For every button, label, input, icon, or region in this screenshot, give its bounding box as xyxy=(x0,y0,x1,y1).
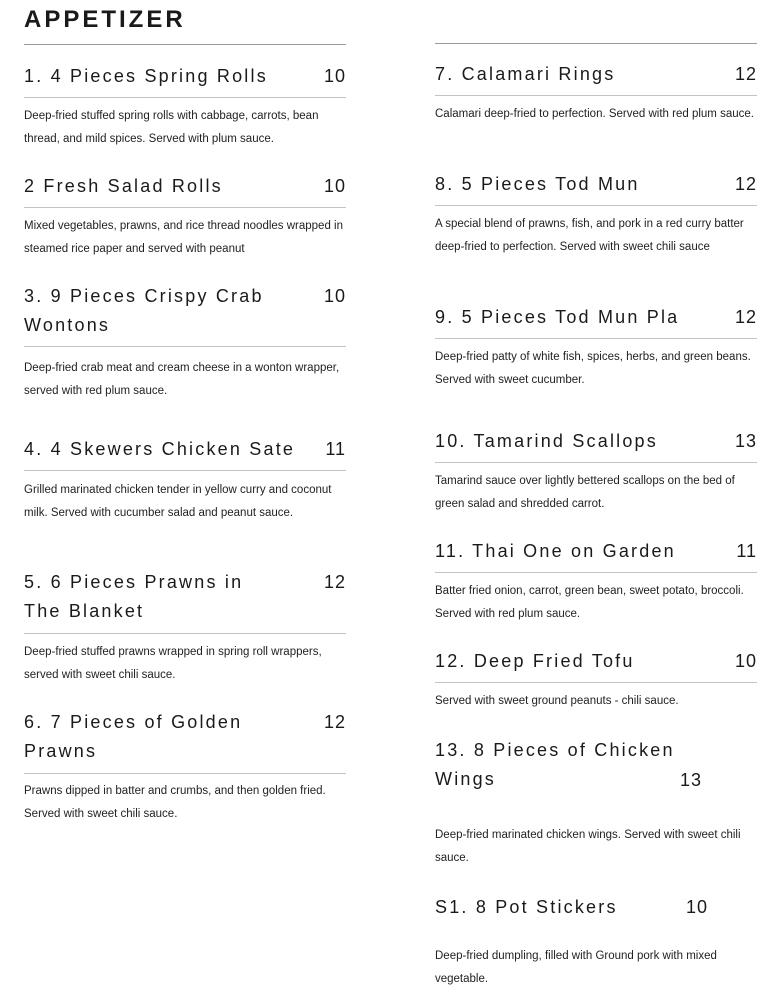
item-price: 10 xyxy=(734,651,757,671)
item-description: A special blend of prawns, fish, and pork in a red curry batter deep-fried to perfection. Served with sweet chili sauce xyxy=(435,218,744,253)
item-description: Deep-fried dumpling, filled with Ground pork with mixed vegetable. xyxy=(435,950,717,985)
item-divider xyxy=(435,572,757,573)
item-name: 10. Tamarind Scallops xyxy=(435,431,658,451)
item-name: 13. 8 Pieces of Chicken Wings xyxy=(435,740,675,789)
item-name: 6. 7 Pieces of Golden Prawns xyxy=(24,712,243,761)
item-description: Deep-fried marinated chicken wings. Served with sweet chili sauce. xyxy=(435,829,741,864)
item-name: 2 Fresh Salad Rolls xyxy=(24,176,223,196)
item-name: 11. Thai One on Garden xyxy=(435,541,676,561)
item-name: 1. 4 Pieces Spring Rolls xyxy=(24,66,268,86)
item-description: Deep-fried patty of white fish, spices, herbs, and green beans. Served with sweet cucumber. xyxy=(435,351,751,386)
item-divider xyxy=(24,346,346,347)
item-divider xyxy=(24,773,346,774)
item-description: Prawns dipped in batter and crumbs, and then golden fried. Served with sweet chili sauce. xyxy=(24,785,326,820)
item-price: 13 xyxy=(679,770,702,790)
item-price: 10 xyxy=(685,897,708,917)
item-description: Deep-fried stuffed spring rolls with cabbage, carrots, bean thread, and mild spices. Served with plum sauce. xyxy=(24,110,319,145)
item-description: Calamari deep-fried to perfection. Served with red plum sauce. xyxy=(435,108,754,120)
item-divider xyxy=(435,682,757,683)
item-name: 4. 4 Skewers Chicken Sate xyxy=(24,439,296,459)
item-divider xyxy=(435,205,757,206)
item-name: 7. Calamari Rings xyxy=(435,64,616,84)
item-description: Grilled marinated chicken tender in yellow curry and coconut milk. Served with cucumber salad and peanut sauce. xyxy=(24,484,332,519)
item-description: Served with sweet ground peanuts - chili sauce. xyxy=(435,695,679,707)
item-divider xyxy=(24,470,346,471)
item-name: 3. 9 Pieces Crispy Crab Wontons xyxy=(24,286,264,335)
item-description: Mixed vegetables, prawns, and rice thread noodles wrapped in steamed rice paper and served with peanut xyxy=(24,220,343,255)
item-divider xyxy=(24,633,346,634)
item-divider xyxy=(24,97,346,98)
item-price: 12 xyxy=(734,174,757,194)
item-divider xyxy=(435,95,757,96)
item-price: 12 xyxy=(323,572,346,592)
item-price: 13 xyxy=(734,431,757,451)
item-name: S1. 8 Pot Stickers xyxy=(435,897,618,917)
item-price: 10 xyxy=(323,286,346,306)
item-price: 11 xyxy=(325,439,346,459)
item-price: 12 xyxy=(734,64,757,84)
item-divider xyxy=(24,207,346,208)
item-price: 11 xyxy=(736,541,757,561)
item-name: 5. 6 Pieces Prawns in The Blanket xyxy=(24,572,244,621)
item-description: Deep-fried crab meat and cream cheese in a wonton wrapper, served with red plum sauce. xyxy=(24,362,340,397)
item-divider xyxy=(435,338,757,339)
item-price: 12 xyxy=(734,307,757,327)
item-name: 8. 5 Pieces Tod Mun xyxy=(435,174,640,194)
item-description: Deep-fried stuffed prawns wrapped in spring roll wrappers, served with sweet chili sauce. xyxy=(24,646,322,681)
item-price: 10 xyxy=(323,176,346,196)
title-rule xyxy=(24,44,346,45)
item-description: Batter fried onion, carrot, green bean, sweet potato, broccoli. Served with red plum sauce. xyxy=(435,585,744,620)
menu-title: APPETIZER xyxy=(24,6,186,33)
item-price: 12 xyxy=(323,712,346,732)
item-divider xyxy=(435,462,757,463)
item-name: 9. 5 Pieces Tod Mun Pla xyxy=(435,307,680,327)
item-description: Tamarind sauce over lightly bettered scallops on the bed of green salad and shredded carrot. xyxy=(435,475,735,510)
item-price: 10 xyxy=(323,66,346,86)
right-column-top-rule xyxy=(435,43,757,44)
item-name: 12. Deep Fried Tofu xyxy=(435,651,635,671)
